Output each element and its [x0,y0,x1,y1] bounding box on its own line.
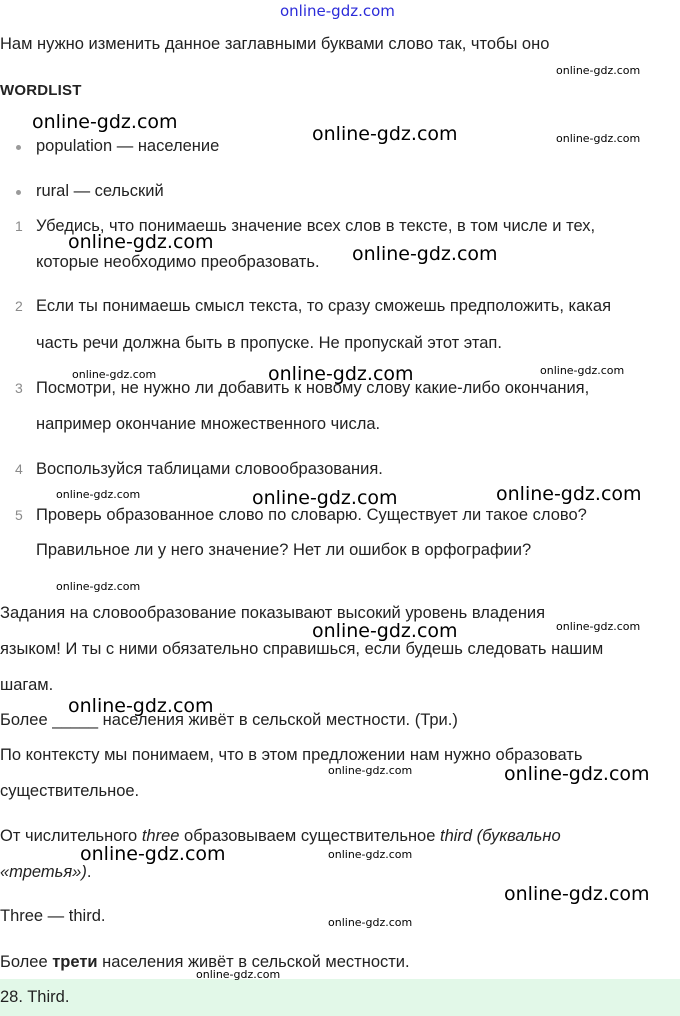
bullet-icon [16,145,21,150]
paragraph-text: Задания на словообразование показывают высокий уровень владения [0,604,546,622]
step-number: 1 [15,218,23,234]
step-text: Если ты понимаешь смысл текста, то сразу сможешь предположить, какая [36,297,612,315]
english-word: three [141,827,180,845]
wordlist-item: rural — сельский [36,182,164,200]
watermark: online-gdz.com [68,695,214,717]
watermark: online-gdz.com [540,364,625,377]
step-text: часть речи должна быть в пропуске. Не пропускай этот этап. [36,334,502,352]
text-span: Более [0,953,53,971]
wordlist-heading: WORDLIST [0,82,82,99]
watermark: online-gdz.com [72,368,157,381]
watermark: online-gdz.com [504,763,650,785]
paragraph-text: шагам. [0,676,54,694]
watermark: online-gdz.com [80,843,226,865]
task-sentence: Более _____ населения живёт в сельской местности. (Три.) [0,711,458,729]
step-text: Правильное ли у него значение? Нет ли ошибок в орфографии? [36,541,532,559]
watermark: online-gdz.com [196,968,281,981]
watermark: online-gdz.com [352,243,498,265]
translation: «третья») [0,863,87,881]
watermark: online-gdz.com [556,64,641,77]
paragraph-text: существительное. [0,782,140,800]
watermark: online-gdz.com [312,620,458,642]
watermark: online-gdz.com [68,231,214,253]
watermark: online-gdz.com [312,123,458,145]
answer-word: трети [52,953,98,971]
watermark: online-gdz.com [556,132,641,145]
step-text: Посмотри, не нужно ли добавить к новому слову какие-либо окончания, [36,379,590,397]
watermark: online-gdz.com [328,848,413,861]
watermark: online-gdz.com [56,488,141,501]
watermark: online-gdz.com [32,111,178,133]
paragraph-text: По контексту мы понимаем, что в этом предложении нам нужно образовать [0,746,583,764]
step-text: Воспользуйся таблицами словообразования. [36,460,383,478]
answer-box [0,979,680,1016]
text-span: образовываем существительное [179,827,440,845]
text-span: населения живёт в сельской местности. [97,953,410,971]
answer-text: 28. Third. [0,988,70,1006]
watermark: online-gdz.com [56,580,141,593]
step-number: 4 [15,461,23,477]
paragraph-text: языком! И ты с ними обязательно справишься, если будешь следовать нашим [0,640,604,658]
explanation-line [0,862,91,882]
text-span: От числительного [0,827,142,845]
step-number: 2 [15,298,23,314]
watermark: online-gdz.com [328,764,413,777]
step-number: 3 [15,380,23,396]
watermark: online-gdz.com [328,916,413,929]
step-text: Убедись, что понимаешь значение всех слов в тексте, в том числе и тех, [36,217,596,235]
step-number: 5 [15,507,23,523]
step-text: Проверь образованное слово по словарю. Существует ли такое слово? [36,506,587,524]
step-text: которые необходимо преобразовать. [36,253,320,271]
watermark: online-gdz.com [496,483,642,505]
site-watermark-top: online-gdz.com [280,2,395,20]
watermark: online-gdz.com [556,620,641,633]
watermark: online-gdz.com [252,487,398,509]
word-pair: Three — third. [0,907,106,925]
english-word: third (буквально [440,827,561,845]
text-span: . [86,863,92,881]
bullet-icon [16,190,21,195]
step-text: например окончание множественного числа. [36,415,381,433]
watermark: online-gdz.com [504,883,650,905]
intro-text: Нам нужно изменить данное заглавными буквами слово так, чтобы оно [0,35,550,53]
watermark: online-gdz.com [268,363,414,385]
wordlist-item: population — население [36,137,220,155]
